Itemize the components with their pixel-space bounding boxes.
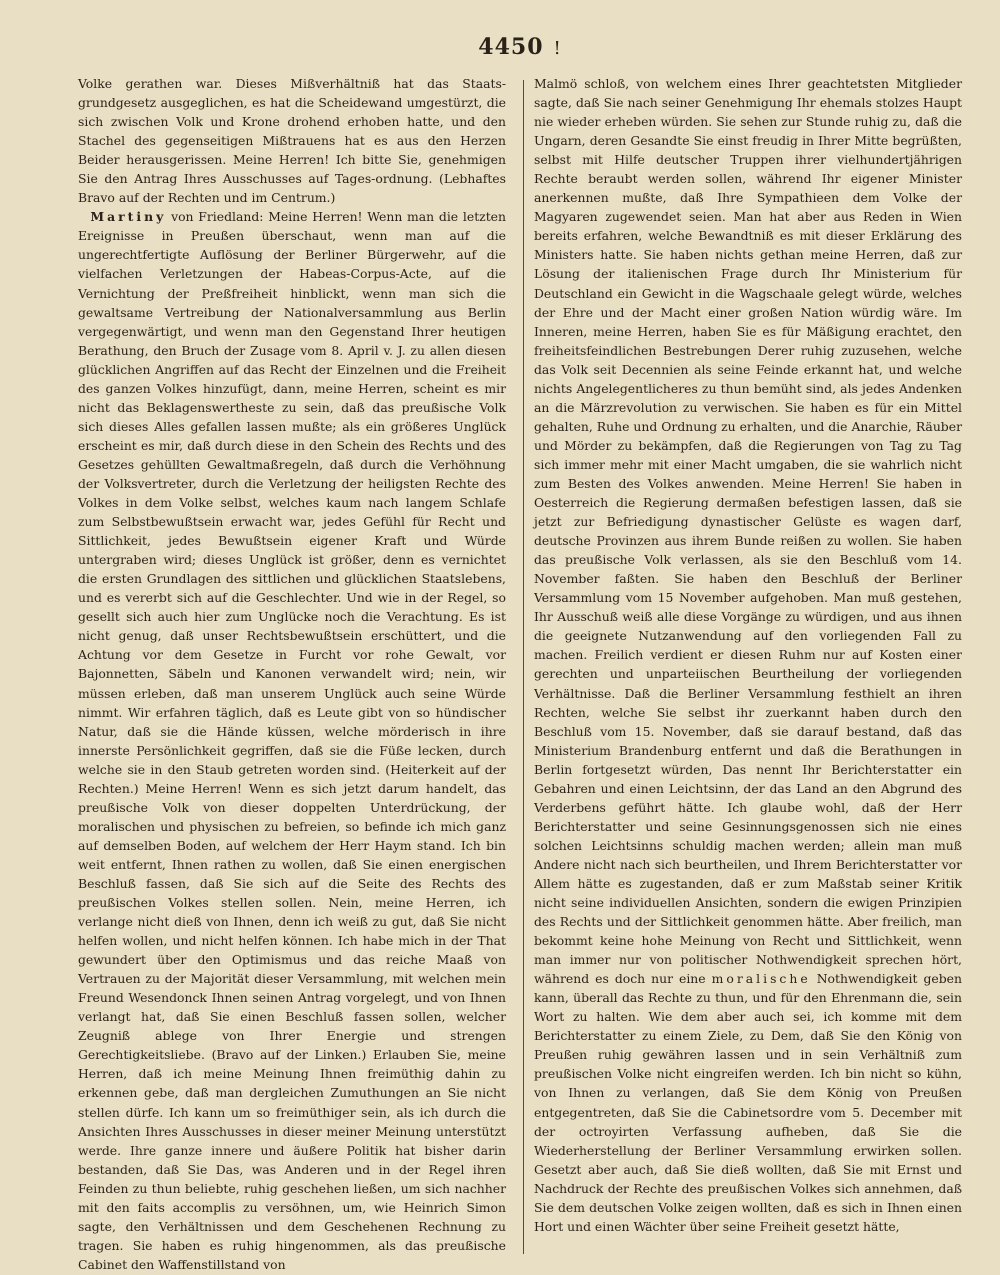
right-column [534, 74, 962, 1254]
page-mark: ! [553, 38, 562, 59]
page-number: 4450 ! [478, 34, 562, 60]
speech-text: Malmö schloß, von welchem eines Ihrer geachtetsten Mitglieder sagte, daß Sie nach seiner Genehmigung Ihr ehemals stolzes Haupt nie wieder erheben würden. Sie sehen zur Stunde ruhig zu, daß die Ungarn, deren Gesandte Sie einst freudig in Ihrer Mitte begrüßten, selbst mit Hilfe deutscher Truppen ihrer vielhundertjährigen Rechte beraubt werden sollen, während Ihr eigener Minister anerkennen mußte, daß Ihre Sympathieen dem Volke der Magyaren zugewendet seien. Man hat aber aus Reden in Wien bereits erfahren, welche Bewandtniß es mit dieser Erklärung des Ministers hatte. Sie haben nichts gethan meine Herren, daß zur Lösung der italienischen Frage durch Ihr Ministerium für Deutschland ein Gewicht in die Wagschaale gelegt würde, welches der Ehre und der Macht einer großen Nation würdig wäre. Im Inneren, meine Herren, haben Sie es für Mäßigung erachtet, den freiheitsfeindlichen Bestrebungen Derer ruhig zuzusehen, welche das Volk seit Decennien als seine Feinde erkannt hat, und welche nichts Angelegentlicheres zu thun bemüht sind, als jedes Andenken an die Märzrevolution zu verwischen. Sie haben es für ein Mittel gehalten, Ruhe und Ordnung zu erhalten, und die Anarchie, Räuber und Mörder zu bekämpfen, daß die Regierungen von Tag zu Tag sich immer mehr mit einer Macht umgaben, die sie wahrlich nicht zum Besten des Volkes anwenden. Meine Herren! Sie haben in Oesterreich die Regierung dermaßen befestigen lassen, daß sie jetzt zur Befriedigung dynastischer Gelüste es wagen darf, deutsche Provinzen aus ihrem Bunde reißen zu wollen. Sie haben das preußische Volk verlassen, als sie den Beschluß vom 14. November faßten. Sie haben den Beschluß der Berliner Versammlung vom 15 November aufgehoben. Man muß gestehen, Ihr Ausschuß weiß alle diese Vorgänge zu würdigen, und aus ihnen die geeignete Nutzanwendung auf den vorliegenden Fall zu machen. Freilich verdient er diesen Ruhm nur auf Kosten einer gerechten und unparteiischen Beurtheilung der vorliegenden Verhältnisse. Daß die Berliner Versammlung festhielt an ihren Rechten, welche Sie selbst ihr zuerkannt haben durch den Beschluß vom 15. November, daß sie darauf bestand, daß das Ministerium Brandenburg entfernt und daß die Berathungen in Berlin fortgesetzt würden, Das nennt Ihr Berichterstatter ein Gebahren und einen Leichtsinn, der das Land an den Abgrund des Verderbens geführt hätte. Ich glaube wohl, daß der Herr Berichterstatter und seine Gesinnungsgenossen sich nie eines solchen Leichtsinns schuldig machen werden; allein man muß Andere nicht nach sich beurtheilen, und Ihrem Berichterstatter vor Allem hätte es zugestanden, daß er zum Maßstab seiner Kritik nicht seine individuellen Ansichten, sondern die ewigen Prinzipien des Rechts und der Sittlichkeit genommen hätte. Aber freilich, man bekommt keine hohe Meinung von Recht und Sittlichkeit, wenn man immer nur von politischer Nothwendigkeit sprechen hört, während es doch nur eine [534, 76, 962, 987]
spaced-emphasis: moralische [711, 971, 811, 987]
paragraph [78, 207, 506, 1274]
paragraph: Volke gerathen war. Dieses Mißverhältniß hat das Staats-grundgesetz ausgeglichen, es hat die Scheidewand umgestürzt, die sich zwischen Volk und Krone drohend erhoben hatte, und den Stachel des gegenseitigen Mißtrauens hat es aus den Herzen Beider herausgerissen. Meine Herren! Ich bitte Sie, genehmigen Sie den Antrag Ihres Ausschusses auf Tages-ordnung. (Lebhaftes Bravo auf der Rechten und im Centrum.) [78, 76, 506, 206]
speech-text: Nothwendigkeit geben kann, überall das Rechte zu thun, und für den Ehrenmann die, sein Wort zu halten. Wie dem aber auch sei, ich komme mit dem Berichterstatter zu einem Ziele, zu Dem, daß Sie den König von Preußen ruhig gewähren lassen und in sein Verhältniß zum preußischen Volke nicht eingreifen werden. Ich bin nicht so kühn, von Ihnen zu verlangen, daß Sie dem König von Preußen entgegentreten, daß Sie die Cabinetsordre vom 5. December mit der octroyirten Verfassung aufheben, daß Sie die Wiederherstellung der Berliner Versammlung erwirken sollen. Gesetzt aber auch, daß Sie dieß wollten, daß Sie mit Ernst und Nachdruck der Rechte des preußischen Volkes sich annehmen, daß Sie dem deutschen Volke zeigen wollten, daß es sich in Ihnen einen Hort und einen Wächter über seine Freiheit gesetzt hätte, [534, 971, 962, 1234]
speaker-name: Martiny [90, 209, 167, 225]
page-header [78, 30, 962, 74]
left-column [78, 74, 506, 1272]
column-divider [523, 80, 524, 1254]
text-columns [78, 74, 962, 1272]
paragraph [534, 74, 962, 1236]
speech-text: von Friedland: Meine Herren! Wenn man die letzten Ereignisse in Preußen überschaut, wenn man auf die ungerechtfertigte Auflösung der Berliner Bürgerwehr, auf die vielfachen Verletzungen der Habeas-Corpus-Acte, auf die Vernichtung der Preßfreiheit hinblickt, wenn man sich die gewaltsame Vertreibung der Nationalversammlung aus Berlin vergegenwärtigt, und wenn man den Gegenstand Ihrer heutigen Berathung, den Bruch der Zusage vom 8. April v. J. zu allen diesen glücklichen Angriffen auf das Recht der Einzelnen und die Freiheit des ganzen Volkes hinzufügt, dann, meine Herren, scheint es mir nicht das Beklagenswertheste zu sein, daß das preußische Volk sich dieses Alles gefallen lassen mußte; als ein größeres Unglück erscheint es mir, daß durch diese in den Schein des Rechts und des Gesetzes gehüllten Gewaltmaßregeln, daß durch die Verhöhnung der Volksvertreter, durch die Verletzung der heiligsten Rechte des Volkes in dem Volke selbst, welches kaum nach langem Schlafe zum Selbstbewußtsein erwacht war, jedes Gefühl für Recht und Sittlichkeit, jedes Bewußtsein eigener Kraft und Würde untergraben wird; dieses Unglück ist größer, denn es vernichtet die ersten Grundlagen des sittlichen und glücklichen Staatslebens, und es vererbt sich auf die Geschlechter. Und wie in der Regel, so gesellt sich auch hier zum Unglücke noch die Verachtung. Es ist nicht genug, daß unser Rechtsbewußtsein erschüttert, und die Achtung vor dem Gesetze in Furcht vor rohe Gewalt, vor Bajonnetten, Säbeln und Kanonen verwandelt wird; nein, wir müssen erleben, daß man unserem Unglück auch seine Würde nimmt. Wir erfahren täglich, daß es Leute gibt von so hündischer Natur, daß sie die Hände küssen, welche mörderisch in ihre innerste Persönlichkeit gegriffen, daß sie die Füße lecken, durch welche sie in den Staub getreten worden sind. (Heiterkeit auf der Rechten.) Meine Herren! Wenn es sich jetzt darum handelt, das preußische Volk von dieser doppelten Unterdrückung, der moralischen und physischen zu befreien, so befinde ich mich ganz auf demselben Boden, auf welchem der Herr Haym stand. Ich bin weit entfernt, Ihnen rathen zu wollen, daß Sie einen energischen Beschluß fassen, daß Sie sich auf die Seite des Rechts des preußischen Volkes stellen sollen. Nein, meine Herren, ich verlange nicht dieß von Ihnen, denn ich weiß zu gut, daß Sie nicht helfen wollen, und nicht helfen können. Ich habe mich in der That gewundert über den Optimismus und das reiche Maaß von Vertrauen zu der Majorität dieser Versammlung, mit welchen mein Freund Wesendonck Ihnen seinen Antrag vorgelegt, und von Ihnen verlangt hat, daß Sie einen Beschluß fassen sollen, welcher Zeugniß ablege von Ihrer Energie und strengen Gerechtigkeitsliebe. (Bravo auf der Linken.) Erlauben Sie, meine Herren, daß ich meine Meinung Ihnen freimüthig dahin zu erkennen gebe, daß man dergleichen Zumuthungen an Sie nicht stellen dürfe. Ich kann um so freimüthiger sein, als ich durch die Ansichten Ihres Ausschusses in dieser meiner Meinung unterstützt werde. Ihre ganze innere und äußere Politik hat bisher darin bestanden, daß Sie Das, was Anderen und in der Regel ihren Feinden zu thun beliebte, ruhig geschehen ließen, um sich nachher mit den faits accomplis zu versöhnen, um, wie Heinrich Simon sagte, den Verhältnissen und dem Geschehenen Rechnung zu tragen. Sie haben es ruhig hingenommen, als das preußische Cabinet den Waffenstillstand von [78, 209, 506, 1272]
